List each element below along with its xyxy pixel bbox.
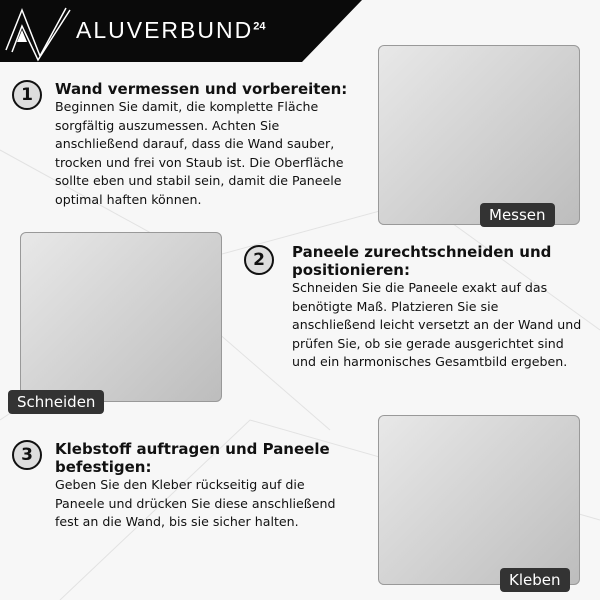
step-2 (292, 243, 582, 372)
step-title: Wand vermessen und vorbereiten: (55, 80, 348, 98)
step-number-2: 2 (244, 245, 274, 275)
step-1 (55, 80, 355, 210)
step-body: Geben Sie den Kleber rückseitig auf die Paneele und drücken Sie diese anschließend fest an die Wand, bis sie sicher halten. (55, 477, 336, 530)
image-label: Schneiden (8, 390, 104, 414)
step-body: Schneiden Sie die Paneele exakt auf das benötigte Maß. Platzieren Sie sie anschließend leicht versetzt an der Wand und prüfen Sie, ob sie gerade ausgerichtet sind und ein harmonisches Gesamtbild ergeben. (292, 280, 582, 370)
step-number-1: 1 (12, 80, 42, 110)
photo-cutting (20, 232, 222, 402)
image-label: Kleben (500, 568, 570, 592)
brand-suffix: 24 (253, 20, 266, 33)
photo-gluing (378, 415, 580, 585)
brand-name (76, 17, 265, 44)
step-body: Beginnen Sie damit, die komplette Fläche sorgfältig auszumessen. Achten Sie anschließend darauf, dass die Wand sauber, trocken und frei von Staub ist. Die Oberfläche sollte eben und stabil sein, damit die Paneele optimal haften können. (55, 99, 344, 207)
step-number-3: 3 (12, 440, 42, 470)
photo-measuring (378, 45, 580, 225)
step-3 (55, 440, 345, 532)
step-title: Paneele zurechtschneiden und positionieren: (292, 243, 552, 279)
brand-text: ALUVERBUND (76, 17, 254, 43)
step-title: Klebstoff auftragen und Paneele befestigen: (55, 440, 330, 476)
image-label: Messen (480, 203, 555, 227)
